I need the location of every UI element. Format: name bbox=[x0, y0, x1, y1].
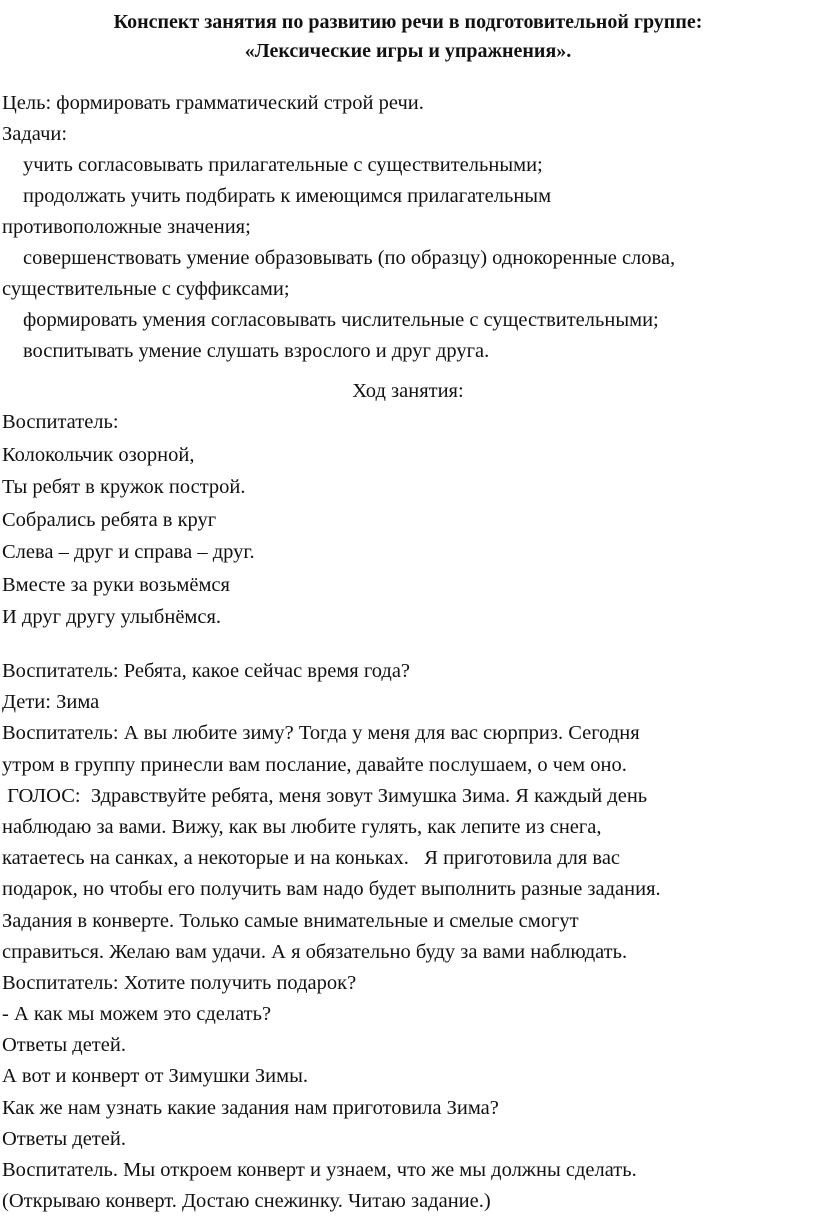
dialog-line: Ответы детей. bbox=[2, 1127, 126, 1150]
dialog-line: Воспитатель: Ребята, какое сейчас время года? bbox=[2, 660, 411, 682]
goal-line: Цель: формировать грамматический строй речи. bbox=[2, 92, 424, 114]
task-item: учить согласовывать прилагательные с существительными; bbox=[23, 154, 543, 176]
dialog-line: справиться. Желаю вам удачи. А я обязательно буду за вами наблюдать. bbox=[2, 940, 628, 963]
task-item: продолжать учить подбирать к имеющимся прилагательным bbox=[23, 185, 552, 207]
poem-line: Слева – друг и справа – друг. bbox=[2, 541, 255, 563]
poem-line: Вместе за руки возьмёмся bbox=[2, 573, 230, 596]
dialog-line: - А как мы можем это сделать? bbox=[2, 1003, 272, 1026]
task-item: формировать умения согласовывать числительные с существительными; bbox=[23, 309, 659, 331]
dialog-line: Воспитатель: А вы любите зиму? Тогда у меня для вас сюрприз. Сегодня bbox=[2, 722, 640, 745]
task-item: совершенствовать умение образовывать (по образцу) однокоренные слова, bbox=[23, 247, 676, 269]
poem-line: Колокольчик озорной, bbox=[2, 443, 195, 466]
dialog-line: подарок, но чтобы его получить вам надо будет выполнить разные задания. bbox=[2, 878, 661, 901]
poem-section bbox=[2, 406, 814, 634]
dialog-line: Дети: Зима bbox=[2, 691, 100, 714]
dialog-line: Ответы детей. bbox=[2, 1034, 126, 1057]
dialog-line: Как же нам узнать какие задания нам приготовила Зима? bbox=[2, 1096, 499, 1119]
dialog-line: ГОЛОС: Здравствуйте ребята, меня зовут Зимушка Зима. Я каждый день bbox=[2, 784, 648, 807]
dialog-line: утром в группу принесли вам послание, давайте послушаем, о чем оно. bbox=[2, 753, 627, 776]
title-line-2: «Лексические игры и упражнения». bbox=[244, 40, 572, 62]
dialog-line: катаетесь на санках, а некоторые и на коньках. Я приготовила для вас bbox=[2, 847, 621, 870]
dialog-section bbox=[2, 656, 814, 1217]
title-line-1: Конспект занятия по развитию речи в подготовительной группе: bbox=[113, 11, 703, 33]
document-title bbox=[0, 8, 816, 66]
task-item: воспитывать умение слушать взрослого и друг друга. bbox=[23, 340, 490, 362]
poem-line: И друг другу улыбнёмся. bbox=[2, 606, 222, 628]
dialog-line: (Открываю конверт. Достаю снежинку. Читаю задание.) bbox=[2, 1190, 491, 1213]
goals-section bbox=[2, 88, 814, 367]
poem-line: Воспитатель: bbox=[2, 411, 119, 433]
dialog-line: Воспитатель: Хотите получить подарок? bbox=[2, 971, 357, 994]
dialog-line: наблюдаю за вами. Вижу, как вы любите гулять, как лепите из снега, bbox=[2, 815, 602, 838]
task-item-continuation: существительные с суффиксами; bbox=[2, 278, 290, 300]
poem-line: Собрались ребята в круг bbox=[2, 508, 217, 531]
dialog-line: А вот и конверт от Зимушки Зимы. bbox=[2, 1065, 308, 1088]
poem-line: Ты ребят в кружок построй. bbox=[2, 476, 246, 498]
lesson-heading: Ход занятия: bbox=[352, 380, 464, 402]
tasks-label: Задачи: bbox=[2, 123, 68, 145]
dialog-line: Воспитатель. Мы откроем конверт и узнаем, что же мы должны сделать. bbox=[2, 1159, 637, 1181]
dialog-line: Задания в конверте. Только самые внимательные и смелые смогут bbox=[2, 909, 579, 932]
task-item-continuation: противоположные значения; bbox=[2, 216, 251, 238]
